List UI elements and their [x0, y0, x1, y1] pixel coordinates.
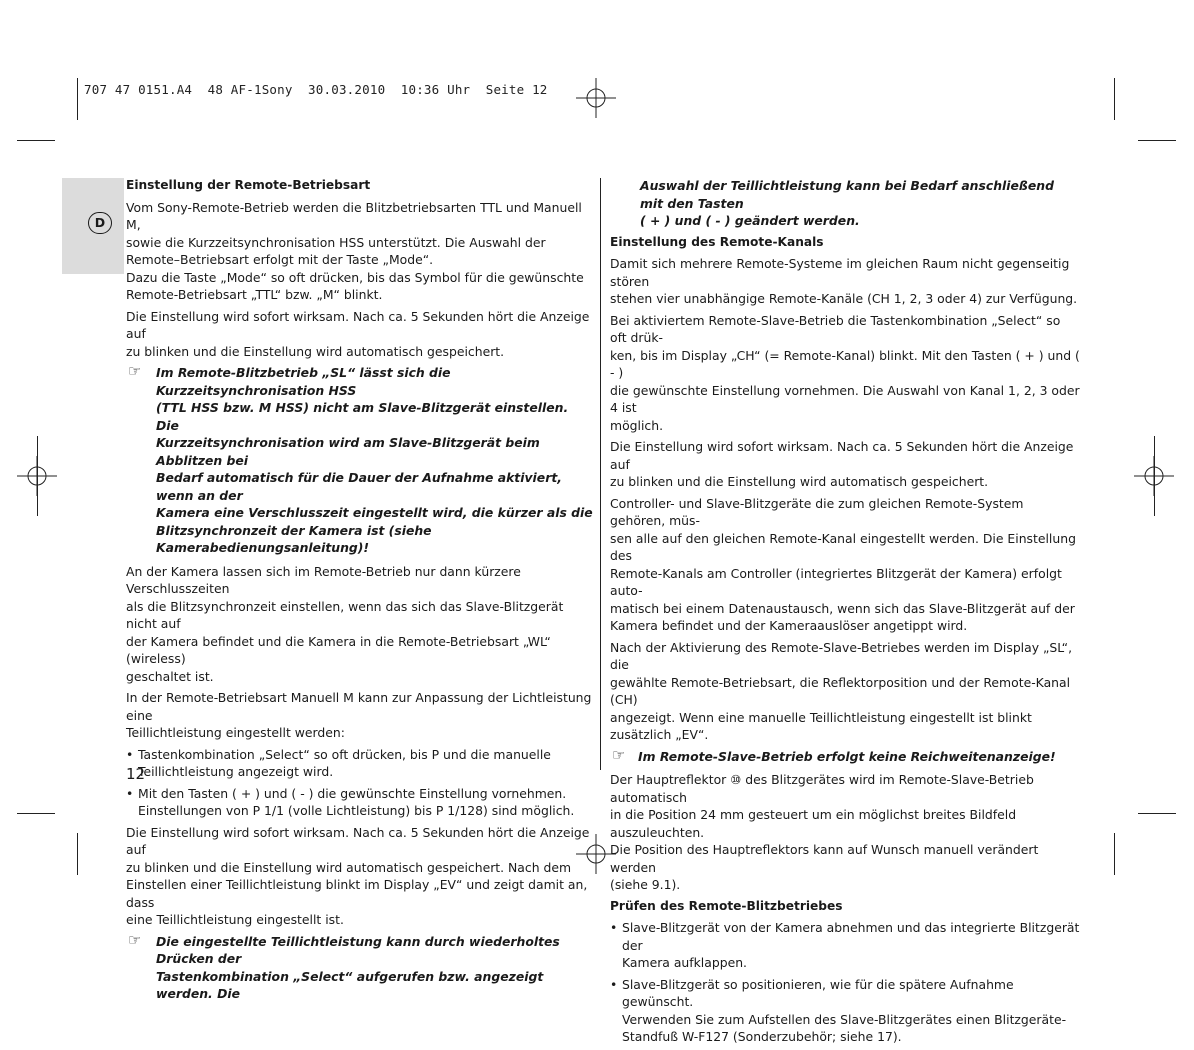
note-continuation: Auswahl der Teillichtleistung kann bei Bedarf anschließend mit den Tasten ( + ) und ( - ) geändert werden.: [640, 178, 1054, 228]
page-number: 12: [126, 765, 146, 783]
pointing-hand-icon: ☞: [128, 362, 142, 380]
paragraph: An der Kamera lassen sich im Remote-Betrieb nur dann kürzere Verschlusszeiten als die Blitzsynchronzeit einstellen, wenn das sich das Slave-Blitzgerät nicht auf der Kamera befindet und die Kamera in die Remote-Betriebsart „WL“ (wireless) geschaltet ist.: [126, 563, 564, 684]
paragraph: Die Einstellung wird sofort wirksam. Nach ca. 5 Sekunden hört die Anzeige auf zu blinken und die Einstellung wird automatisch gespeichert.: [610, 439, 1074, 489]
paragraph: Controller- und Slave-Blitzgeräte die zum gleichen Remote-System gehören, müs- sen alle auf den gleichen Remote-Kanal eingestellt werden. Die Einstellung des Remote-Kanals am Controller (integriertes Blitzgerät der Kamera) erfolgt auto- matisch bei einem Datenaustausch, wenn sich das Slave-Blitzgerät auf der Kamera befindet und der Kameraauslöser angetippt wird.: [610, 495, 1076, 633]
bullet-icon: •: [610, 976, 618, 992]
bullet-icon: •: [610, 920, 618, 935]
paragraph: Die Einstellung wird sofort wirksam. Nach ca. 5 Sekunden hört die Anzeige auf zu blinken und die Einstellung wird automatisch gespeichert. Nach dem Einstellen einer Teillichtleistung blinkt im Display „EV“ und zeigt damit an, dass eine Teillichtleistung eingestellt ist.: [126, 824, 590, 927]
crop-mark: [17, 140, 55, 141]
section-heading: Einstellung der Remote-Betriebsart: [126, 178, 371, 192]
paragraph: Damit sich mehrere Remote-Systeme im gleichen Raum nicht gegenseitig stören stehen vier unabhängige Remote-Kanäle (CH 1, 2, 3 oder 4) zur Verfügung.: [610, 256, 1078, 306]
paragraph: Nach der Aktivierung des Remote-Slave-Betriebes werden im Display „SL“, die gewählte Remote-Betriebsart, die Reflektorposition und der Remote-Kanal (CH) angezeigt. Wenn eine manuelle Teillichtleistung eingestellt ist blinkt zusätzlich „EV“.: [610, 639, 1073, 742]
section-heading: Einstellung des Remote-Kanals: [610, 234, 824, 249]
paragraph: Bei aktiviertem Remote-Slave-Betrieb die Tastenkombination „Select“ so oft drük- ken, bis im Display „CH“ (= Remote-Kanal) blinkt. Mit den Tasten ( + ) und ( - ) die gewünschte Einstellung vornehmen. Die Auswahl von Kanal 1, 2, 3 oder 4 ist möglich.: [610, 312, 1080, 433]
crop-mark: [1138, 813, 1176, 814]
right-column: [610, 177, 1080, 1050]
list-item: • Slave-Blitzgerät so positionieren, wie für die spätere Aufnahme gewünscht. Verwenden Sie zum Aufstellen des Slave-Blitzgerätes einen Blitzgeräte- Standfuß W-F127 (Sonderzubehör; siehe 17).: [610, 976, 1067, 1044]
paragraph: Vom Sony-Remote-Betrieb werden die Blitzbetriebsarten TTL und Manuell M, sowie die Kurzzeitsynchronisation HSS unterstützt. Die Auswahl der Remote–Betriebsart erfolgt mit der Taste „Mode“. Dazu die Taste „Mode“ so oft drücken, bis das Symbol für die gewünschte Remote-Betriebsart „TTL“ bzw. „M“ blinkt.: [126, 199, 584, 302]
note: ☞ Im Remote-Slave-Betrieb erfolgt keine Reichweitenanzeige!: [612, 745, 1056, 764]
print-slug: 707 47 0151.A4 48 AF-1Sony 30.03.2010 10:36 Uhr Seite 12: [84, 82, 548, 97]
language-tab-letter: D: [88, 212, 112, 234]
list-item: • Tastenkombination „Select“ so oft drücken, bis P und die manuelle Teillichtleistung angezeigt wird.: [126, 746, 551, 779]
bullet-icon: •: [126, 785, 134, 801]
list-item: • Mit den Tasten ( + ) und ( - ) die gewünschte Einstellung vornehmen. Einstellungen von P 1/1 (volle Lichtleistung) bis P 1/128) sind möglich.: [126, 785, 575, 818]
crop-mark: [1138, 140, 1176, 141]
paragraph: Die Einstellung wird sofort wirksam. Nach ca. 5 Sekunden hört die Anzeige auf zu blinken und die Einstellung wird automatisch gespeichert.: [126, 308, 590, 359]
paragraph: In der Remote-Betriebsart Manuell M kann zur Anpassung der Lichtleistung eine Teillichtleistung eingestellt werden:: [126, 690, 592, 740]
registration-line: [37, 436, 38, 516]
crop-mark: [77, 78, 78, 120]
crop-mark: [77, 833, 78, 875]
list-item: • Slave-Blitzgerät von der Kamera abnehmen und das integrierte Blitzgerät der Kamera aufklappen.: [610, 920, 1080, 970]
bullet-icon: •: [126, 746, 134, 762]
column-divider: [600, 178, 601, 770]
pointing-hand-icon: ☞: [128, 930, 142, 949]
crop-mark: [1114, 833, 1115, 875]
registration-mark-top: [576, 78, 616, 118]
paragraph: Der Hauptreflektor ⑩ des Blitzgerätes wird im Remote-Slave-Betrieb automatisch in die Position 24 mm gesteuert um ein möglichst breites Bildfeld auszuleuchten. Die Position des Hauptreflektors kann auf Wunsch manuell verändert werden (siehe 9.1).: [610, 772, 1039, 892]
registration-line: [1154, 436, 1155, 516]
crop-mark: [17, 813, 55, 814]
pointing-hand-icon: ☞: [612, 745, 626, 764]
section-heading: Prüfen des Remote-Blitzbetriebes: [610, 898, 843, 913]
crop-mark: [1114, 78, 1115, 120]
note: ☞ Im Remote-Blitzbetrieb „SL“ lässt sich die Kurzzeitsynchronisation HSS (TTL HSS bzw. M HSS) nicht am Slave-Blitzgerät einstellen. Die Kurzzeitsynchronisation wird am Slave-Blitzgerät beim Abblitzen bei Bedarf automatisch für die Dauer der Aufnahme aktiviert, wenn an der Kamera eine Verschlusszeit eingestellt wird, die kürzer als die Blitzsynchronzeit der Kamera ist (siehe Kamerabedienungsanleitung)!: [128, 362, 593, 555]
left-column: [126, 177, 594, 1009]
note: ☞ Die eingestellte Teillichtleistung kann durch wiederholtes Drücken der Tastenkombination „Select“ aufgerufen bzw. angezeigt werden. Die: [128, 930, 560, 1001]
